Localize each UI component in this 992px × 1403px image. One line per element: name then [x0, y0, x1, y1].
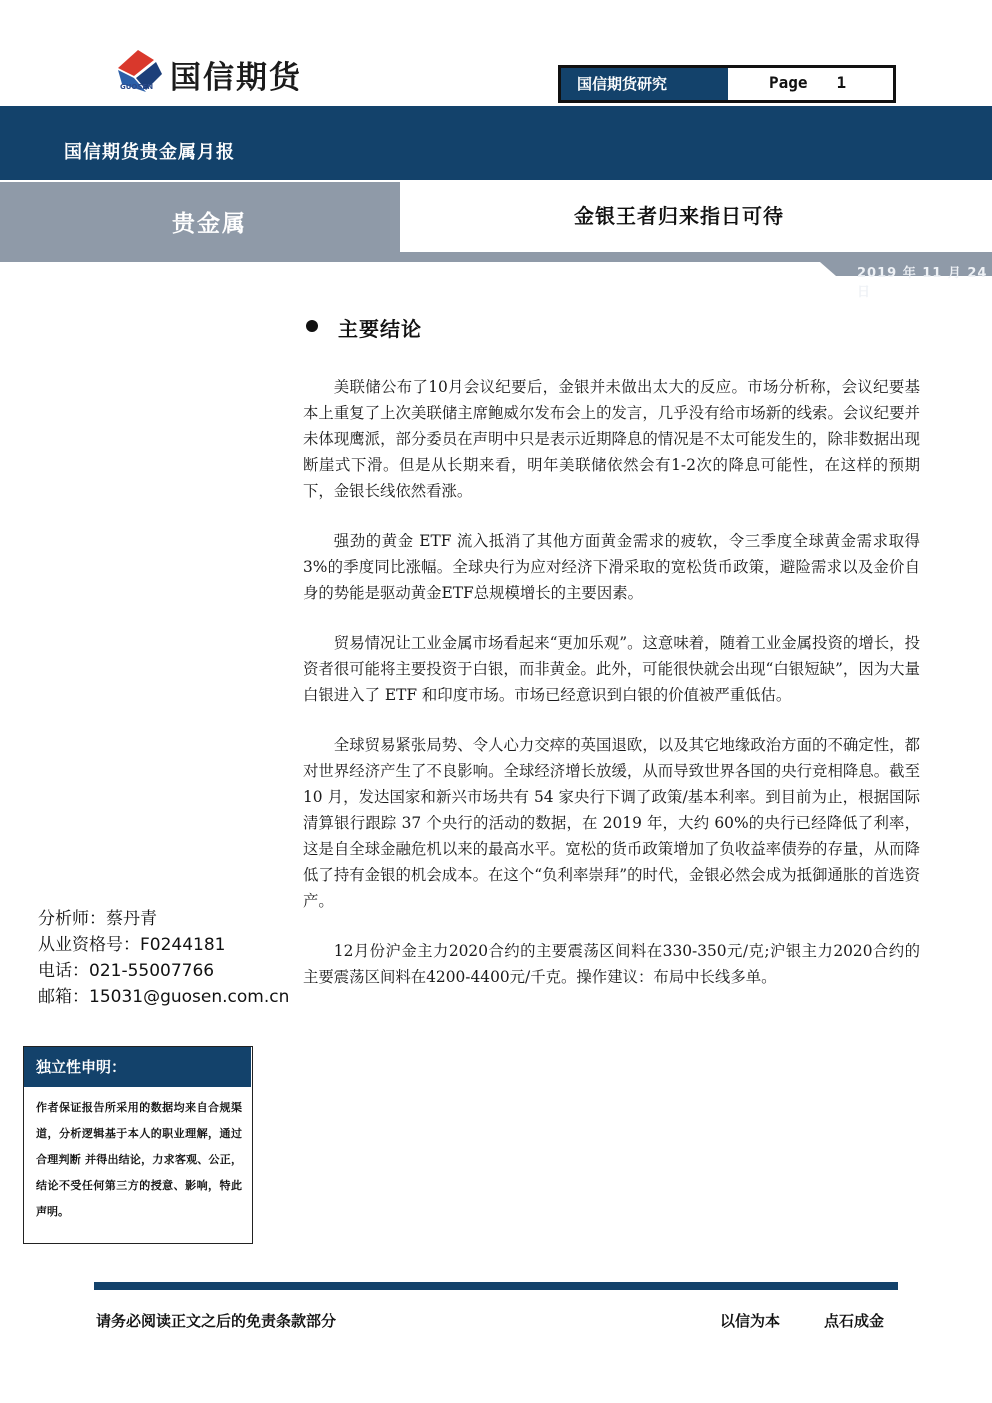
paragraph: 美联储公布了10月会议纪要后，金银并未做出太大的反应。市场分析称，会议纪要基本上重复了上次美联储主席鲍威尔发布会上的发言，几乎没有给市场新的线索。会议纪要并未体现鹰派，部分委员在声明中只是表示近期降息的情况是不太可能发生的，除非数据出现断崖式下滑。但是从长期来看，明年美联储依然会有1-2次的降息可能性，在这样的预期下，金银长线依然看涨。 [303, 378, 920, 500]
page-indicator [731, 68, 893, 100]
paragraph: 强劲的黄金 ETF 流入抵消了其他方面黄金需求的疲软，令三季度全球黄金需求取得 3%的季度同比涨幅。全球央行为应对经济下滑采取的宽松货币政策，避险需求以及金价自身的势能是驱动黄金ETF总规模增长的主要因素。 [303, 532, 920, 602]
analyst-name: 分析师：蔡丹青 [38, 909, 157, 929]
research-label: 国信期货研究 [561, 68, 728, 100]
report-headline: 金银王者归来指日可待 [574, 204, 784, 228]
independence-statement [23, 1046, 253, 1244]
report-date: 2019 年 11 月 24 日 [857, 266, 988, 300]
footer-rule [94, 1282, 898, 1290]
statement-title: 独立性申明： [24, 1047, 251, 1087]
statement-body: 作者保证报告所采用的数据均来自合规渠道，分析逻辑基于本人的职业理解，通过合理判断 并得出结论，力求客观、公正，结论不受任何第三方的授意、影响，特此声明。 [36, 1101, 242, 1218]
brand-name: 国信期货 [170, 60, 302, 96]
analyst-license: 从业资格号：F0244181 [38, 935, 226, 955]
divider-bar [0, 252, 992, 262]
paragraph: 12月份沪金主力2020合约的主要震荡区间料在330-350元/克;沪银主力2020合约的主要震荡区间料在4200-4400元/千克。操作建议：布局中长线多单。 [303, 942, 920, 986]
paragraph: 全球贸易紧张局势、令人心力交瘁的英国退欧，以及其它地缘政治方面的不确定性，都对世界经济产生了不良影响。全球经济增长放缓，从而导致世界各国的央行竞相降息。截至 10 月，发达国家和新兴市场共有 54 家央行下调了政策/基本利率。到目前为止，根据国际清算银行跟踪 37 个央行的活动的数据，在 2019 年，大约 60%的央行已经降低了利率，这是自全球金融危机以来的最高水平。宽松的货币政策增加了负收益率债券的存量，从而降低了持有金银的机会成本。在这个“负利率崇拜”的时代，金银必然会成为抵御通胀的首选资产。 [303, 736, 920, 910]
page-label: Page [769, 73, 808, 92]
footer-notice: 请务必阅读正文之后的免责条款部分 [96, 1312, 337, 1330]
footer-motto-1: 以信为本 [720, 1312, 781, 1330]
analyst-info [38, 906, 289, 1010]
body-text [303, 374, 920, 990]
bullet-icon [306, 320, 318, 332]
page-header-box [558, 65, 896, 103]
section-title: 主要结论 [338, 317, 422, 341]
paragraph: 贸易情况让工业金属市场看起来“更加乐观”。这意味着，随着工业金属投资的增长，投资者很可能将主要投资于白银，而非黄金。此外，可能很快就会出现“白银短缺”，因为大量白银进入了 ETF 和印度市场。市场已经意识到白银的价值被严重低估。 [303, 634, 920, 704]
report-series-title: 国信期货贵金属月报 [64, 142, 235, 163]
page-number: 1 [836, 73, 847, 92]
category-label: 贵金属 [172, 211, 247, 237]
footer-motto-2: 点石成金 [824, 1312, 885, 1330]
analyst-email: 邮箱：15031@guosen.com.cn [38, 987, 290, 1007]
analyst-phone: 电话：021-55007766 [38, 961, 215, 981]
brand-sub: GUOSEN [120, 83, 154, 91]
